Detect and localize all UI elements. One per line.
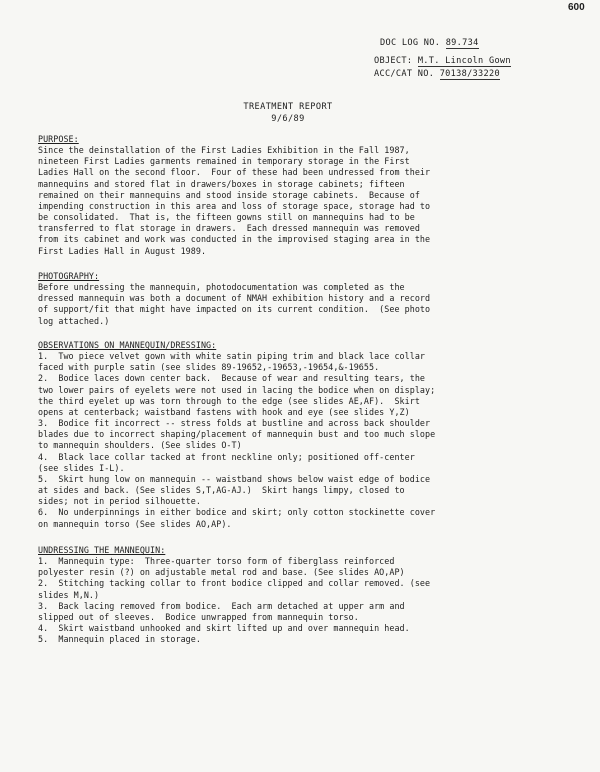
text-line: polyester resin (?) on adjustable metal rod and base. (See slides AO,AP) bbox=[38, 567, 405, 578]
doc-log-line bbox=[380, 38, 479, 49]
observations-body bbox=[38, 351, 578, 530]
text-line: blades due to incorrect shaping/placement of mannequin bust and too much slope bbox=[38, 429, 436, 440]
text-line: (see slides I-L). bbox=[38, 462, 125, 473]
acc-cat-line bbox=[374, 69, 500, 80]
purpose-body bbox=[38, 145, 578, 257]
purpose-section bbox=[38, 134, 578, 257]
text-line: 5. Mannequin placed in storage. bbox=[38, 634, 201, 645]
text-line: 3. Back lacing removed from bodice. Each arm detached at upper arm and bbox=[38, 600, 405, 611]
text-line: on mannequin torso (See slides AO,AP). bbox=[38, 518, 232, 529]
text-line: First Ladies Hall in August 1989. bbox=[38, 245, 207, 256]
text-line: remained on their mannequins and stood inside storage cabinets. Because of bbox=[38, 189, 420, 200]
undressing-section bbox=[38, 545, 578, 645]
text-line: sides; not in period silhouette. bbox=[38, 496, 201, 507]
doc-log-label: DOC LOG NO. bbox=[380, 38, 441, 48]
photography-body bbox=[38, 282, 578, 327]
text-line: of support/fit that might have impacted on its current condition. (See photo bbox=[38, 304, 431, 315]
text-line: faced with purple satin (see slides 89-19652,-19653,-19654,&-19655. bbox=[38, 362, 380, 373]
text-line: be consolidated. That is, the fifteen gowns still on mannequins had to be bbox=[38, 212, 415, 223]
text-line: 4. Skirt waistband unhooked and skirt lifted up and over mannequin head. bbox=[38, 623, 410, 634]
text-line: impending construction in this area and loss of storage space, storage had to bbox=[38, 200, 431, 211]
page-number: 600 bbox=[568, 2, 585, 13]
text-line: 2. Bodice laces down center back. Because of wear and resulting tears, the bbox=[38, 373, 426, 384]
text-line: 4. Black lace collar tacked at front neckline only; positioned off-center bbox=[38, 451, 415, 462]
photography-heading: PHOTOGRAPHY: bbox=[38, 271, 100, 281]
report-date: 9/6/89 bbox=[271, 114, 305, 124]
photography-section bbox=[38, 271, 578, 327]
acc-cat-value: 70138/33220 bbox=[439, 69, 500, 79]
text-line: slides M,N.) bbox=[38, 589, 100, 600]
report-title: TREATMENT REPORT bbox=[243, 102, 333, 112]
undressing-body bbox=[38, 556, 578, 645]
text-line: from its cabinet and work was conducted in the improvised staging area in the bbox=[38, 234, 431, 245]
text-line: mannequins and stored flat in drawers/boxes in storage cabinets; fifteen bbox=[38, 178, 405, 189]
text-line: 2. Stitching tacking collar to front bodice clipped and collar removed. (see bbox=[38, 578, 431, 589]
text-line: slipped out of sleeves. Bodice unwrapped from mannequin torso. bbox=[38, 611, 359, 622]
doc-log-value: 89.734 bbox=[445, 38, 479, 48]
text-line: transferred to flat storage in drawers. Each dressed mannequin was removed bbox=[38, 223, 420, 234]
text-line: the third eyelet up was torn through to the edge (see slides AE,AF). Skirt bbox=[38, 395, 420, 406]
text-line: 6. No underpinnings in either bodice and skirt; only cotton stockinette cover bbox=[38, 507, 436, 518]
undressing-heading: UNDRESSING THE MANNEQUIN: bbox=[38, 545, 166, 555]
text-line: nineteen First Ladies garments remained in temporary storage in the First bbox=[38, 156, 410, 167]
text-line: to mannequin shoulders. (See slides O-T) bbox=[38, 440, 242, 451]
text-line: log attached.) bbox=[38, 315, 110, 326]
observations-heading: OBSERVATIONS ON MANNEQUIN/DRESSING: bbox=[38, 340, 217, 350]
text-line: Ladies Hall on the second floor. Four of these had been undressed from their bbox=[38, 167, 431, 178]
text-line: opens at centerback; waistband fastens with hook and eye (see slides Y,Z) bbox=[38, 406, 410, 417]
text-line: 5. Skirt hung low on mannequin -- waistband shows below waist edge of bodice bbox=[38, 473, 431, 484]
text-line: at sides and back. (See slides S,T,AG-AJ.) Skirt hangs limpy, closed to bbox=[38, 485, 405, 496]
text-line: Since the deinstallation of the First Ladies Exhibition in the Fall 1987, bbox=[38, 145, 410, 156]
text-line: 3. Bodice fit incorrect -- stress folds at bustline and across back shoulder bbox=[38, 418, 431, 429]
purpose-heading: PURPOSE: bbox=[38, 134, 79, 144]
object-line bbox=[374, 56, 511, 67]
text-line: two lower pairs of eyelets were not used in lacing the bodice when on display; bbox=[38, 384, 436, 395]
text-line: dressed mannequin was both a document of NMAH exhibition history and a record bbox=[38, 293, 431, 304]
text-line: 1. Mannequin type: Three-quarter torso form of fiberglass reinforced bbox=[38, 556, 395, 567]
observations-section bbox=[38, 340, 578, 530]
text-line: Before undressing the mannequin, photodocumentation was completed as the bbox=[38, 282, 405, 293]
text-line: 1. Two piece velvet gown with white satin piping trim and black lace collar bbox=[38, 351, 426, 362]
acc-cat-label: ACC/CAT NO. bbox=[374, 69, 435, 79]
object-value: M.T. Lincoln Gown bbox=[417, 56, 511, 66]
object-label: OBJECT: bbox=[374, 56, 413, 66]
